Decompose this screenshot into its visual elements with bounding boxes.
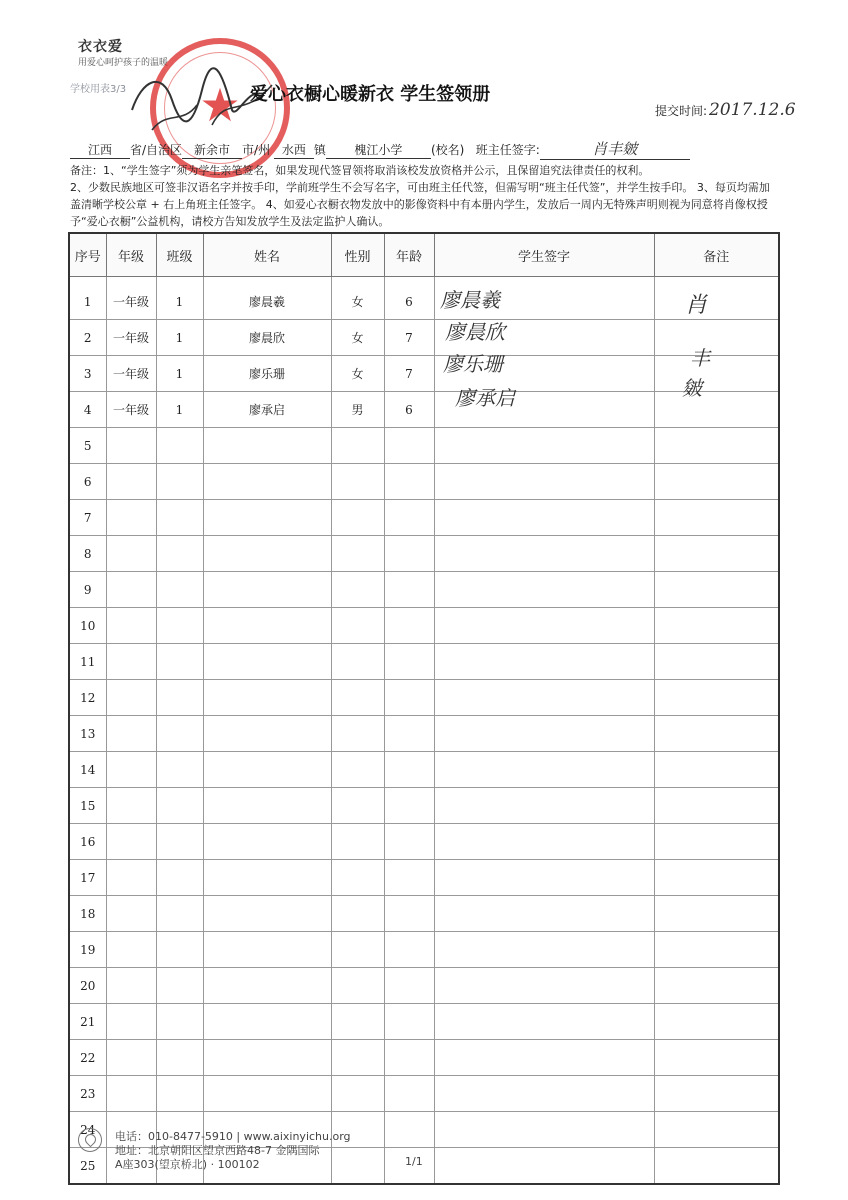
cell-remark (654, 277, 779, 320)
cell-age (384, 464, 434, 500)
cell-sig (434, 968, 654, 1004)
cell-gender (331, 572, 384, 608)
cell-no: 1 (69, 277, 106, 320)
cell-class (156, 500, 203, 536)
table-row (69, 356, 779, 392)
cell-class (156, 1040, 203, 1076)
cell-no: 16 (69, 824, 106, 860)
cell-age: 6 (384, 392, 434, 428)
cell-grade: 一年级 (106, 356, 156, 392)
cell-class (156, 680, 203, 716)
cell-sig (434, 1148, 654, 1185)
footer-phone: 电话：010-8477-5910 | www.aixinyichu.org (115, 1130, 351, 1143)
cell-no: 5 (69, 428, 106, 464)
remark-sign-2: 丰 (690, 346, 710, 370)
footer-logo-icon (78, 1128, 102, 1152)
cell-gender (331, 464, 384, 500)
student-signature-2: 廖晨欣 (445, 320, 505, 344)
cell-age (384, 608, 434, 644)
logo-slogan: 用爱心呵护孩子的温暖 (78, 58, 169, 68)
school-field: 槐江小学 (326, 141, 431, 159)
remark-sign-1: 肖 (685, 293, 708, 318)
cell-sig (434, 1004, 654, 1040)
cell-name (203, 788, 331, 824)
cell-grade (106, 860, 156, 896)
cell-no: 10 (69, 608, 106, 644)
cell-remark (654, 680, 779, 716)
table-row (69, 464, 779, 500)
table-row (69, 1004, 779, 1040)
cell-sig (434, 1076, 654, 1112)
cell-grade (106, 896, 156, 932)
cell-class (156, 824, 203, 860)
cell-class (156, 1004, 203, 1040)
cell-grade (106, 1076, 156, 1112)
footer-contact (115, 1130, 351, 1172)
cell-gender (331, 932, 384, 968)
school-label: (校名) (430, 143, 465, 157)
cell-sig (434, 572, 654, 608)
cell-sig (434, 536, 654, 572)
cell-age (384, 1040, 434, 1076)
cell-remark (654, 644, 779, 680)
cell-no: 13 (69, 716, 106, 752)
cell-no: 24 (69, 1112, 106, 1148)
submit-time (655, 100, 796, 120)
cell-name (203, 680, 331, 716)
cell-remark (654, 860, 779, 896)
header-grade: 年级 (106, 233, 156, 277)
cell-grade (106, 932, 156, 968)
table-row (69, 680, 779, 716)
cell-age (384, 716, 434, 752)
cell-name (203, 860, 331, 896)
cell-grade (106, 752, 156, 788)
city-label: 市/州 (242, 143, 271, 157)
cell-gender (331, 896, 384, 932)
cell-grade (106, 536, 156, 572)
cell-name (203, 428, 331, 464)
cell-class (156, 932, 203, 968)
cell-remark (654, 1076, 779, 1112)
cell-name (203, 1076, 331, 1112)
school-info-line (70, 138, 775, 160)
header-gender: 性别 (331, 233, 384, 277)
cell-remark (654, 716, 779, 752)
notes (70, 162, 780, 230)
cell-gender (331, 608, 384, 644)
table-row (69, 932, 779, 968)
cell-class (156, 536, 203, 572)
cell-grade (106, 500, 156, 536)
cell-grade (106, 968, 156, 1004)
cell-remark (654, 572, 779, 608)
cell-age (384, 1112, 434, 1148)
table-row (69, 572, 779, 608)
cell-no: 8 (69, 536, 106, 572)
cell-no: 4 (69, 392, 106, 428)
cell-class (156, 1076, 203, 1112)
cell-age (384, 968, 434, 1004)
cell-class (156, 608, 203, 644)
table-row (69, 644, 779, 680)
cell-age (384, 824, 434, 860)
teacher-signature: 肖丰皴 (540, 138, 690, 160)
cell-sig (434, 932, 654, 968)
note-line-1: 备注：1、“学生签字”须为学生亲笔签名，如果发现代签冒领将取消该校发放资格并公示，且保留追究法律责任的权利。 (70, 164, 650, 177)
cell-age: 7 (384, 320, 434, 356)
cell-class: 1 (156, 320, 203, 356)
cell-remark (654, 788, 779, 824)
cell-gender (331, 680, 384, 716)
cell-age (384, 752, 434, 788)
cell-class (156, 464, 203, 500)
cell-age (384, 644, 434, 680)
cell-remark (654, 320, 779, 356)
cell-no: 9 (69, 572, 106, 608)
table-row (69, 1076, 779, 1112)
cell-age (384, 536, 434, 572)
cell-grade (106, 788, 156, 824)
cell-remark (654, 1004, 779, 1040)
cell-class: 1 (156, 392, 203, 428)
table-header-row (69, 233, 779, 277)
cell-remark (654, 464, 779, 500)
cell-name: 廖晨羲 (203, 277, 331, 320)
cell-age (384, 1076, 434, 1112)
cell-sig (434, 1040, 654, 1076)
cell-class (156, 428, 203, 464)
cell-sig (434, 500, 654, 536)
cell-no: 19 (69, 932, 106, 968)
cell-class (156, 752, 203, 788)
cell-age (384, 1004, 434, 1040)
cell-gender: 女 (331, 356, 384, 392)
table-row (69, 608, 779, 644)
cell-remark (654, 932, 779, 968)
table-row (69, 716, 779, 752)
cell-grade (106, 608, 156, 644)
cell-remark (654, 356, 779, 392)
cell-name (203, 608, 331, 644)
cell-name (203, 1004, 331, 1040)
cell-name: 廖乐珊 (203, 356, 331, 392)
cell-gender (331, 536, 384, 572)
cell-no: 6 (69, 464, 106, 500)
cell-class (156, 572, 203, 608)
cell-remark (654, 896, 779, 932)
cell-grade (106, 1004, 156, 1040)
cell-sig (434, 644, 654, 680)
table-row (69, 788, 779, 824)
cell-name (203, 932, 331, 968)
table-row (69, 752, 779, 788)
cell-grade (106, 680, 156, 716)
header-class: 班级 (156, 233, 203, 277)
form-code: 学校用表3/3 (70, 84, 127, 95)
cell-name (203, 464, 331, 500)
cell-sig (434, 680, 654, 716)
cell-class (156, 896, 203, 932)
cell-age: 7 (384, 356, 434, 392)
cell-sig (434, 860, 654, 896)
cell-grade (106, 464, 156, 500)
cell-gender (331, 428, 384, 464)
table-row (69, 320, 779, 356)
table-row (69, 392, 779, 428)
cell-class (156, 968, 203, 1004)
footer-address-2: A座303(望京桥北) · 100102 (115, 1158, 260, 1171)
header-remark: 备注 (654, 233, 779, 277)
cell-name: 廖承启 (203, 392, 331, 428)
cell-remark (654, 500, 779, 536)
page-number: 1/1 (405, 1155, 423, 1168)
cell-remark (654, 1112, 779, 1148)
table-row (69, 968, 779, 1004)
town-field: 水西 (274, 141, 314, 159)
cell-remark (654, 428, 779, 464)
cell-grade (106, 644, 156, 680)
cell-name (203, 1040, 331, 1076)
table-row (69, 277, 779, 320)
table-row (69, 500, 779, 536)
cell-grade: 一年级 (106, 320, 156, 356)
cell-gender (331, 824, 384, 860)
province-label: 省/自治区 (130, 143, 183, 157)
cell-age (384, 788, 434, 824)
cell-no: 20 (69, 968, 106, 1004)
cell-sig (434, 1112, 654, 1148)
table-row (69, 824, 779, 860)
cell-gender (331, 1076, 384, 1112)
table-row (69, 896, 779, 932)
cell-grade (106, 572, 156, 608)
seal-star-icon: ★ (199, 78, 241, 132)
cell-sig (434, 428, 654, 464)
cell-grade: 一年级 (106, 392, 156, 428)
header-no: 序号 (69, 233, 106, 277)
remark-sign-3: 皴 (682, 376, 702, 400)
cell-age (384, 932, 434, 968)
table-row (69, 428, 779, 464)
header-age: 年龄 (384, 233, 434, 277)
cell-age (384, 896, 434, 932)
note-line-2: 2、少数民族地区可签非汉语名字并按手印，学前班学生不会写名字，可由班主任代签，但需写明“班主任代签”，并学生按手印。 3、每页均需加盖清晰学校公章 + 右上角班主任签字。 4、如爱心衣橱衣物发放中的影像资料中有本册内学生，发放后一周内无特殊声明则视为同意将肖像权授予“爱心衣橱”公益机构，请校方告知发放学生及法定监护人确认。 (70, 181, 770, 228)
cell-grade (106, 1040, 156, 1076)
cell-age (384, 680, 434, 716)
cell-age (384, 500, 434, 536)
cell-sig (434, 896, 654, 932)
cell-no: 11 (69, 644, 106, 680)
cell-remark (654, 1040, 779, 1076)
cell-grade (106, 428, 156, 464)
cell-no: 14 (69, 752, 106, 788)
cell-sig (434, 824, 654, 860)
cell-name (203, 500, 331, 536)
cell-gender (331, 788, 384, 824)
cell-no: 2 (69, 320, 106, 356)
cell-name: 廖晨欣 (203, 320, 331, 356)
cell-name (203, 644, 331, 680)
submit-time-value: 2017.12.6 (709, 100, 796, 120)
cell-grade (106, 824, 156, 860)
cell-name (203, 716, 331, 752)
cell-no: 7 (69, 500, 106, 536)
footer-address-1: 地址：北京朝阳区望京西路48-7 金隅国际 (115, 1144, 320, 1157)
submit-time-label: 提交时间: (655, 104, 708, 118)
cell-no: 3 (69, 356, 106, 392)
logo: 衣衣爱 (78, 39, 123, 55)
cell-remark (654, 536, 779, 572)
cell-class (156, 716, 203, 752)
cell-sig (434, 788, 654, 824)
cell-sig (434, 608, 654, 644)
student-signature-1: 廖晨羲 (440, 288, 500, 312)
cell-gender: 男 (331, 392, 384, 428)
cell-class (156, 788, 203, 824)
cell-no: 18 (69, 896, 106, 932)
cell-no: 22 (69, 1040, 106, 1076)
cell-no: 21 (69, 1004, 106, 1040)
cell-no: 12 (69, 680, 106, 716)
cell-grade (106, 716, 156, 752)
cell-remark (654, 968, 779, 1004)
cell-gender (331, 1040, 384, 1076)
cell-remark (654, 608, 779, 644)
header-name: 姓名 (203, 233, 331, 277)
table-row (69, 1040, 779, 1076)
cell-name (203, 896, 331, 932)
cell-no: 15 (69, 788, 106, 824)
cell-no: 25 (69, 1148, 106, 1185)
header-signature: 学生签字 (434, 233, 654, 277)
cell-class: 1 (156, 277, 203, 320)
cell-no: 23 (69, 1076, 106, 1112)
cell-gender (331, 500, 384, 536)
student-signature-3: 廖乐珊 (443, 352, 503, 376)
cell-name (203, 572, 331, 608)
cell-sig (434, 464, 654, 500)
page-title: 爱心衣橱心暖新衣 学生签领册 (250, 84, 491, 105)
cell-gender (331, 752, 384, 788)
sign-table (68, 232, 780, 1185)
cell-gender (331, 1004, 384, 1040)
cell-name (203, 968, 331, 1004)
cell-class (156, 860, 203, 896)
cell-remark (654, 1148, 779, 1185)
cell-gender (331, 644, 384, 680)
city-field: 新余市 (182, 141, 242, 159)
town-label: 镇 (313, 143, 326, 157)
cell-age: 6 (384, 277, 434, 320)
table-row (69, 536, 779, 572)
cell-name (203, 752, 331, 788)
cell-class (156, 644, 203, 680)
cell-gender (331, 860, 384, 896)
cell-no: 17 (69, 860, 106, 896)
teacher-sign-label: 班主任签字: (475, 143, 540, 157)
cell-name (203, 536, 331, 572)
cell-name (203, 824, 331, 860)
cell-gender: 女 (331, 320, 384, 356)
cell-remark (654, 824, 779, 860)
cell-grade: 一年级 (106, 277, 156, 320)
cell-sig (434, 752, 654, 788)
cell-age (384, 860, 434, 896)
province-field: 江西 (70, 141, 130, 159)
cell-class: 1 (156, 356, 203, 392)
cell-age (384, 572, 434, 608)
cell-remark (654, 392, 779, 428)
cell-gender: 女 (331, 277, 384, 320)
cell-sig (434, 716, 654, 752)
table-row (69, 860, 779, 896)
cell-gender (331, 716, 384, 752)
student-signature-4: 廖承启 (455, 386, 515, 410)
cell-age (384, 428, 434, 464)
cell-remark (654, 752, 779, 788)
cell-gender (331, 968, 384, 1004)
